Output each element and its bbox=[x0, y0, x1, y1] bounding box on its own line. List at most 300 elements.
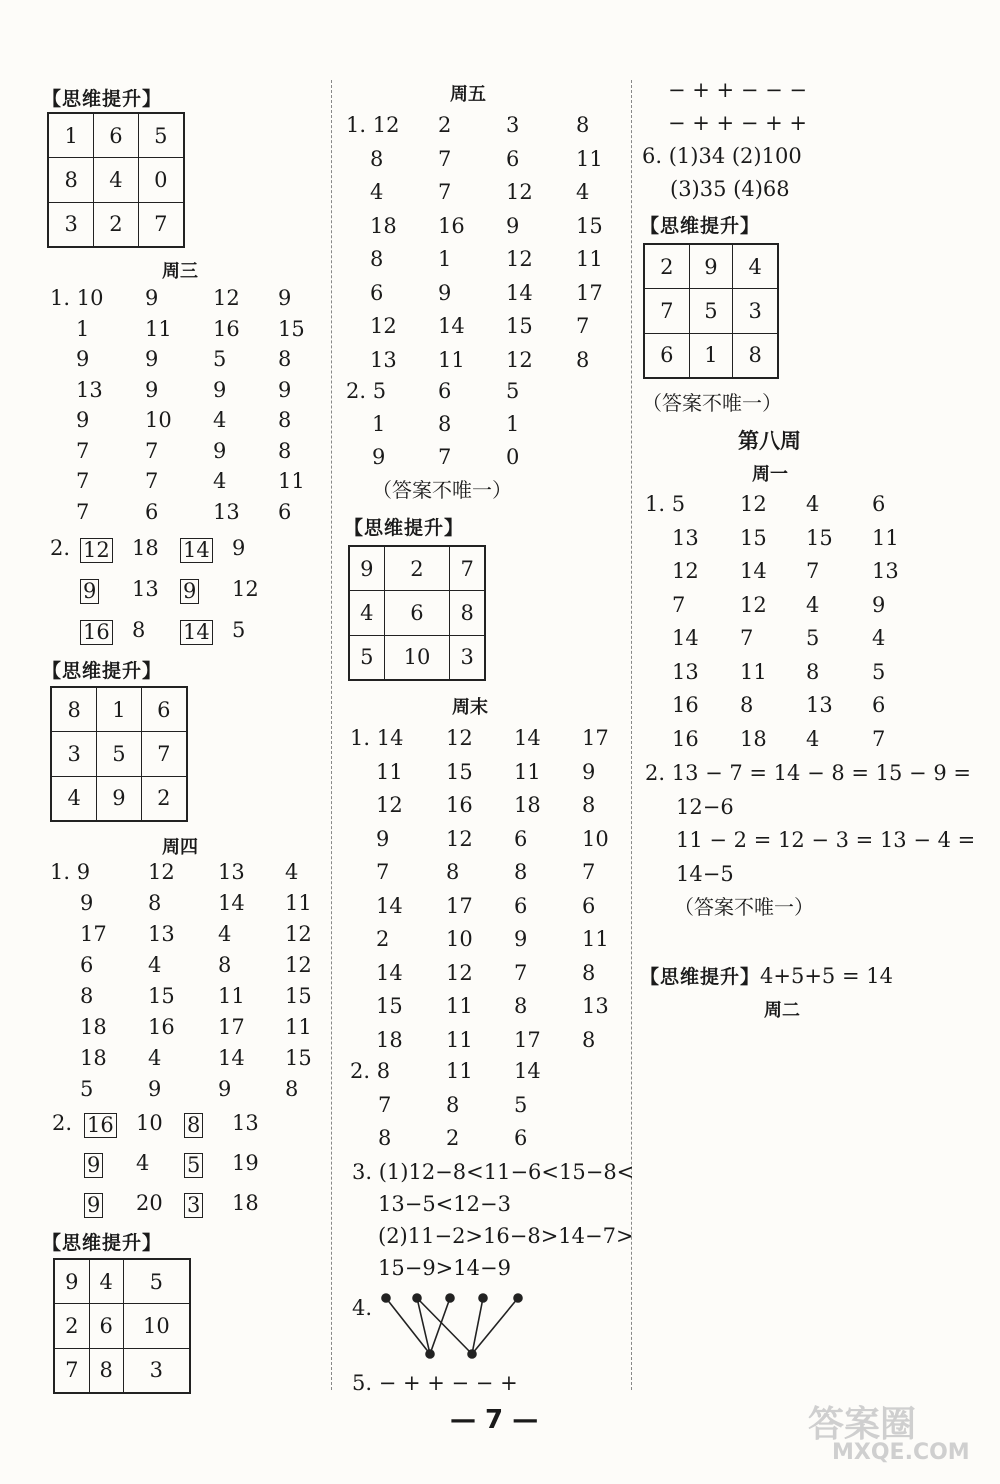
number-cell: 8 bbox=[218, 953, 232, 977]
number-cell: 12 bbox=[232, 577, 259, 601]
watermark-url: MXQE.COM bbox=[832, 1440, 970, 1465]
number-cell: 1 bbox=[506, 412, 520, 436]
text-line: 13−5<12−3 bbox=[378, 1192, 511, 1216]
number-cell: 11 bbox=[438, 347, 465, 372]
number-cell: 9 bbox=[145, 347, 159, 371]
number-cell: 14 bbox=[514, 1059, 541, 1083]
number-cell: 17 bbox=[514, 1027, 541, 1052]
number-cell: 7 bbox=[145, 469, 159, 493]
number-cell: 9 bbox=[232, 536, 246, 560]
magic-square-c bbox=[53, 1258, 191, 1394]
number-cell: 12 bbox=[506, 347, 533, 372]
boxed-answer: 16 bbox=[80, 620, 113, 645]
grid-cell: 5 bbox=[138, 113, 184, 158]
number-cell: 5 bbox=[213, 347, 227, 371]
number-cell: 14 bbox=[218, 891, 245, 915]
answer-not-unique-note: （答案不唯一） bbox=[642, 391, 782, 415]
number-cell: 4 bbox=[285, 860, 299, 884]
number-cell: 8 bbox=[446, 860, 460, 884]
number-cell: 20 bbox=[136, 1191, 163, 1215]
grid-cell: 3 bbox=[733, 289, 778, 333]
number-cell: 8 bbox=[806, 659, 820, 684]
grid-cell: 10 bbox=[384, 635, 450, 680]
number-cell: 13 bbox=[213, 499, 240, 524]
number-cell: 13 bbox=[672, 659, 699, 684]
grid-cell: 3 bbox=[450, 635, 485, 680]
number-cell: 8 bbox=[132, 618, 146, 642]
number-cell: 2. 8 bbox=[350, 1059, 391, 1083]
number-cell: 15 bbox=[806, 525, 833, 550]
grid-cell: 0 bbox=[138, 158, 184, 202]
number-cell: 8 bbox=[80, 984, 94, 1008]
boxed-answer: 14 bbox=[180, 538, 213, 563]
grid-cell: 9 bbox=[97, 776, 141, 821]
number-cell: 14 bbox=[438, 314, 465, 338]
number-cell: 7 bbox=[576, 314, 590, 338]
wm-q5-signs: 5. − + + − − + bbox=[352, 1371, 518, 1395]
grid-cell: 8 bbox=[48, 158, 94, 202]
number-cell: 2 bbox=[376, 927, 390, 951]
number-cell: 9 bbox=[506, 213, 520, 238]
grid-cell: 2 bbox=[384, 546, 450, 591]
grid-cell: 5 bbox=[123, 1259, 190, 1304]
watermark-logo: 答案圈 bbox=[808, 1404, 917, 1445]
grid-cell: 5 bbox=[97, 732, 141, 776]
number-cell: 4 bbox=[806, 592, 820, 617]
number-cell: 9 bbox=[376, 826, 390, 851]
number-cell: 13 bbox=[672, 525, 699, 550]
text-line: (2)11−2>16−8>14−7> bbox=[378, 1224, 634, 1248]
magic-square-b bbox=[50, 686, 188, 822]
grid-cell: 6 bbox=[141, 687, 187, 732]
week8-title: 第八周 bbox=[738, 429, 801, 453]
boxed-answer: 9 bbox=[80, 579, 99, 604]
number-cell: 2. bbox=[50, 536, 71, 560]
sign-row-2: − + + − + + bbox=[668, 111, 807, 135]
number-cell: 7 bbox=[145, 438, 159, 463]
number-cell: 4 bbox=[213, 408, 227, 432]
number-cell: 8 bbox=[582, 960, 596, 985]
number-cell: 8 bbox=[582, 793, 596, 817]
number-cell: 2. 5 bbox=[346, 379, 387, 403]
boxed-answer: 3 bbox=[184, 1193, 203, 1218]
number-cell: 4 bbox=[218, 922, 232, 946]
number-cell: 15 bbox=[576, 213, 603, 238]
number-cell: 11 bbox=[582, 927, 609, 951]
number-cell: 12 bbox=[285, 922, 312, 946]
number-cell: 1 bbox=[438, 247, 452, 271]
number-cell: 9 bbox=[872, 592, 886, 617]
number-cell: 2 bbox=[438, 113, 452, 137]
number-cell: 18 bbox=[740, 726, 767, 751]
number-cell: 18 bbox=[514, 793, 541, 817]
page-number: — 7 — bbox=[450, 1405, 539, 1435]
siwei-header: 【思维提升】 bbox=[42, 660, 163, 682]
number-cell: 17 bbox=[576, 280, 603, 305]
number-cell: 7 bbox=[872, 726, 886, 751]
grid-cell: 8 bbox=[733, 333, 778, 378]
number-cell: 9 bbox=[218, 1077, 232, 1101]
text-line: 3. (1)12−8<11−6<15−8< bbox=[352, 1160, 635, 1184]
column-divider-2 bbox=[631, 80, 632, 1390]
number-cell: 7 bbox=[514, 960, 528, 985]
number-cell: 17 bbox=[446, 893, 473, 918]
wm-q4-label: 4. bbox=[352, 1296, 373, 1320]
number-cell: 6 bbox=[370, 280, 384, 305]
number-cell: 4 bbox=[148, 1046, 162, 1070]
number-cell: 15 bbox=[446, 759, 473, 784]
number-cell: 12 bbox=[376, 793, 403, 817]
boxed-answer: 14 bbox=[180, 620, 213, 645]
number-cell: 2 bbox=[446, 1126, 460, 1150]
number-cell: 6 bbox=[514, 893, 528, 918]
grid-cell: 3 bbox=[48, 202, 94, 247]
number-cell: 11 bbox=[576, 247, 603, 271]
boxed-answer: 9 bbox=[180, 579, 199, 604]
grid-cell: 7 bbox=[138, 202, 184, 247]
number-cell: 12 bbox=[285, 953, 312, 977]
magic-square-d bbox=[348, 545, 486, 681]
number-cell: 12 bbox=[213, 286, 240, 310]
number-cell: 8 bbox=[278, 347, 292, 371]
number-cell: 7 bbox=[438, 445, 452, 469]
number-cell: 11 bbox=[278, 469, 305, 493]
boxed-answer: 12 bbox=[80, 538, 113, 563]
section-title-zhou1: 周一 bbox=[752, 464, 788, 485]
number-cell: 1. 10 bbox=[50, 286, 104, 310]
number-cell: 8 bbox=[576, 113, 590, 137]
grid-cell: 9 bbox=[689, 244, 733, 289]
number-cell: 14 bbox=[376, 960, 403, 985]
grid-cell: 10 bbox=[123, 1304, 190, 1348]
grid-cell: 7 bbox=[644, 289, 689, 333]
number-cell: 11 bbox=[446, 1027, 473, 1052]
boxed-answer: 8 bbox=[184, 1113, 203, 1138]
number-cell: 1. 9 bbox=[50, 860, 91, 884]
boxed-answer: 5 bbox=[184, 1153, 203, 1178]
number-cell: 9 bbox=[145, 377, 159, 402]
number-cell: 8 bbox=[278, 408, 292, 432]
number-cell: 5 bbox=[514, 1092, 528, 1117]
answer-not-unique-note: （答案不唯一） bbox=[674, 895, 814, 919]
number-cell: 7 bbox=[672, 592, 686, 617]
number-cell: 10 bbox=[145, 408, 172, 432]
number-cell: 14 bbox=[672, 626, 699, 650]
number-cell: 15 bbox=[506, 314, 533, 338]
number-cell: 18 bbox=[232, 1191, 259, 1215]
number-cell: 5 bbox=[506, 379, 520, 403]
grid-cell: 1 bbox=[48, 113, 94, 158]
number-cell: 10 bbox=[446, 927, 473, 951]
number-cell: 15 bbox=[740, 525, 767, 550]
number-cell: 7 bbox=[376, 860, 390, 884]
number-cell: 8 bbox=[370, 247, 384, 271]
number-cell: 14 bbox=[218, 1046, 245, 1070]
grid-cell: 2 bbox=[141, 776, 187, 821]
number-cell: 12 bbox=[446, 826, 473, 851]
number-cell: 16 bbox=[213, 316, 240, 341]
number-cell: 10 bbox=[582, 826, 609, 851]
number-cell: 11 bbox=[872, 525, 899, 550]
number-cell: 16 bbox=[672, 726, 699, 751]
answer-not-unique-note: （答案不唯一） bbox=[372, 478, 512, 502]
text-line: 14−5 bbox=[676, 861, 734, 886]
number-cell: 1. 14 bbox=[350, 726, 404, 750]
number-cell: 9 bbox=[278, 377, 292, 402]
number-cell: 4 bbox=[872, 626, 886, 650]
number-cell: 7 bbox=[76, 438, 90, 463]
grid-cell: 7 bbox=[54, 1348, 89, 1393]
grid-cell: 4 bbox=[94, 158, 138, 202]
number-cell: 9 bbox=[278, 286, 292, 310]
section-title-zhou5: 周五 bbox=[450, 84, 486, 105]
number-cell: 14 bbox=[514, 726, 541, 750]
number-cell: 6 bbox=[514, 826, 528, 851]
grid-cell: 6 bbox=[94, 113, 138, 158]
grid-cell: 5 bbox=[349, 635, 384, 680]
number-cell: 4 bbox=[370, 180, 384, 204]
number-cell: 16 bbox=[438, 213, 465, 238]
grid-cell: 7 bbox=[450, 546, 485, 591]
number-cell: 15 bbox=[278, 316, 305, 341]
number-cell: 18 bbox=[376, 1027, 403, 1052]
number-cell: 10 bbox=[136, 1111, 163, 1135]
number-cell: 6 bbox=[438, 379, 452, 403]
number-cell: 9 bbox=[76, 408, 90, 432]
number-cell: 14 bbox=[740, 559, 767, 583]
grid-cell: 5 bbox=[689, 289, 733, 333]
number-cell: 4 bbox=[806, 492, 820, 516]
number-cell: 15 bbox=[285, 1046, 312, 1070]
siwei-header: 【思维提升】 bbox=[42, 88, 163, 110]
number-cell: 11 bbox=[285, 891, 312, 915]
number-cell: 7 bbox=[76, 469, 90, 493]
number-cell: 1 bbox=[76, 316, 90, 341]
text-line: 12−6 bbox=[676, 794, 734, 819]
text-line: 15−9>14−9 bbox=[378, 1256, 511, 1280]
grid-cell: 8 bbox=[89, 1348, 123, 1393]
grid-cell: 2 bbox=[644, 244, 689, 289]
grid-cell: 4 bbox=[733, 244, 778, 289]
number-cell: 6 bbox=[872, 693, 886, 717]
number-cell: 7 bbox=[378, 1092, 392, 1117]
number-cell: 12 bbox=[506, 180, 533, 204]
number-cell: 17 bbox=[80, 922, 107, 946]
grid-cell: 9 bbox=[349, 546, 384, 591]
number-cell: 17 bbox=[582, 726, 609, 750]
magic-square-a bbox=[47, 112, 185, 248]
number-cell: 2. bbox=[52, 1111, 73, 1135]
number-cell: 16 bbox=[446, 793, 473, 817]
number-cell: 7 bbox=[740, 626, 754, 650]
siwei-header: 【思维提升】 bbox=[640, 215, 761, 237]
number-cell: 11 bbox=[218, 984, 245, 1008]
number-cell: 8 bbox=[446, 1092, 460, 1117]
boxed-answer: 9 bbox=[84, 1193, 103, 1218]
number-cell: 9 bbox=[514, 927, 528, 951]
grid-cell: 8 bbox=[51, 687, 97, 732]
boxed-answer: 9 bbox=[84, 1153, 103, 1178]
number-cell: 6 bbox=[278, 499, 292, 524]
number-cell: 5 bbox=[806, 626, 820, 650]
grid-cell: 6 bbox=[644, 333, 689, 378]
number-cell: 13 bbox=[872, 559, 899, 583]
grid-cell: 4 bbox=[89, 1259, 123, 1304]
number-cell: 11 bbox=[740, 659, 767, 684]
number-cell: 17 bbox=[218, 1015, 245, 1039]
number-cell: 13 bbox=[232, 1111, 259, 1135]
number-cell: 8 bbox=[514, 994, 528, 1018]
number-cell: 9 bbox=[80, 891, 94, 915]
number-cell: 4 bbox=[576, 180, 590, 204]
number-cell: 12 bbox=[672, 559, 699, 583]
grid-cell: 9 bbox=[54, 1259, 89, 1304]
number-cell: 7 bbox=[582, 860, 596, 884]
grid-cell: 1 bbox=[689, 333, 733, 378]
number-cell: 18 bbox=[80, 1015, 107, 1039]
number-cell: 4 bbox=[148, 953, 162, 977]
number-cell: 9 bbox=[76, 347, 90, 371]
number-cell: 13 bbox=[76, 377, 103, 402]
number-cell: 9 bbox=[213, 377, 227, 402]
siwei-header: 【思维提升】 bbox=[42, 1232, 163, 1254]
number-cell: 15 bbox=[376, 994, 403, 1018]
number-cell: 3 bbox=[506, 113, 520, 137]
number-cell: 8 bbox=[285, 1077, 299, 1101]
number-cell: 8 bbox=[576, 347, 590, 372]
number-cell: 9 bbox=[372, 445, 386, 469]
number-cell: 7 bbox=[806, 559, 820, 583]
grid-cell: 3 bbox=[123, 1348, 190, 1393]
number-cell: 5 bbox=[80, 1077, 94, 1101]
number-cell: 4 bbox=[213, 469, 227, 493]
number-cell: 11 bbox=[576, 146, 603, 171]
grid-cell: 2 bbox=[94, 202, 138, 247]
q6-line-a: 6. (1)34 (2)100 bbox=[642, 144, 802, 168]
magic-square-e bbox=[643, 243, 779, 379]
number-cell: 4 bbox=[136, 1151, 150, 1175]
number-cell: 6 bbox=[506, 146, 520, 171]
siwei-equation: 4+5+5 = 14 bbox=[760, 964, 893, 988]
grid-cell: 7 bbox=[141, 732, 187, 776]
grid-cell: 4 bbox=[349, 591, 384, 635]
number-cell: 12 bbox=[148, 860, 175, 884]
section-title-zhoumo: 周末 bbox=[452, 697, 488, 718]
number-cell: 8 bbox=[378, 1126, 392, 1150]
text-line: 11 − 2 = 12 − 3 = 13 − 4 = bbox=[676, 828, 976, 852]
number-cell: 9 bbox=[148, 1077, 162, 1101]
number-cell: 12 bbox=[446, 726, 473, 750]
number-cell: 15 bbox=[148, 984, 175, 1008]
number-cell: 13 bbox=[582, 994, 609, 1018]
sign-row-1: − + + − − − bbox=[668, 78, 807, 102]
number-cell: 12 bbox=[446, 960, 473, 985]
number-cell: 9 bbox=[438, 280, 452, 305]
number-cell: 13 bbox=[370, 347, 397, 372]
number-cell: 12 bbox=[740, 592, 767, 617]
number-cell: 14 bbox=[376, 893, 403, 918]
number-cell: 14 bbox=[506, 280, 533, 305]
number-cell: 11 bbox=[446, 1059, 473, 1083]
number-cell: 13 bbox=[148, 922, 175, 946]
number-cell: 1. 5 bbox=[645, 492, 686, 516]
number-cell: 7 bbox=[76, 499, 90, 524]
number-cell: 11 bbox=[446, 994, 473, 1018]
number-cell: 13 bbox=[806, 693, 833, 717]
number-cell: 9 bbox=[145, 286, 159, 310]
number-cell: 9 bbox=[582, 759, 596, 784]
text-line: 2. 13 − 7 = 14 − 8 = 15 − 9 = bbox=[645, 761, 971, 785]
number-cell: 12 bbox=[370, 314, 397, 338]
number-cell: 6 bbox=[582, 893, 596, 918]
number-cell: 8 bbox=[148, 891, 162, 915]
number-cell: 18 bbox=[370, 213, 397, 238]
number-cell: 6 bbox=[872, 492, 886, 516]
number-cell: 13 bbox=[218, 860, 245, 884]
grid-cell: 8 bbox=[450, 591, 485, 635]
number-cell: 5 bbox=[232, 618, 246, 642]
number-cell: 11 bbox=[145, 316, 172, 341]
section-title-zhou3: 周三 bbox=[162, 261, 198, 282]
number-cell: 13 bbox=[132, 577, 159, 601]
number-cell: 16 bbox=[148, 1015, 175, 1039]
number-cell: 16 bbox=[672, 693, 699, 717]
number-cell: 6 bbox=[145, 499, 159, 524]
section-title-zhou2: 周二 bbox=[764, 1000, 800, 1021]
number-cell: 18 bbox=[80, 1046, 107, 1070]
q6-line-b: (3)35 (4)68 bbox=[670, 177, 790, 201]
number-cell: 12 bbox=[506, 247, 533, 271]
section-title-zhou4: 周四 bbox=[162, 837, 198, 858]
number-cell: 8 bbox=[438, 412, 452, 436]
number-cell: 8 bbox=[514, 860, 528, 884]
siwei-header: 【思维提升】 bbox=[640, 966, 761, 988]
number-cell: 11 bbox=[376, 759, 403, 784]
number-cell: 8 bbox=[740, 693, 754, 717]
column-divider-1 bbox=[331, 80, 332, 1390]
grid-cell: 1 bbox=[97, 687, 141, 732]
siwei-equation-line bbox=[640, 962, 893, 989]
number-cell: 11 bbox=[514, 759, 541, 784]
number-cell: 18 bbox=[132, 536, 159, 560]
number-cell: 5 bbox=[872, 659, 886, 684]
boxed-answer: 16 bbox=[84, 1113, 117, 1138]
number-cell: 1. 12 bbox=[346, 113, 400, 137]
number-cell: 6 bbox=[80, 953, 94, 977]
grid-cell: 4 bbox=[51, 776, 97, 821]
number-cell: 11 bbox=[285, 1015, 312, 1039]
number-cell: 19 bbox=[232, 1151, 259, 1175]
number-cell: 9 bbox=[213, 438, 227, 463]
number-cell: 8 bbox=[582, 1027, 596, 1052]
number-cell: 12 bbox=[740, 492, 767, 516]
number-cell: 8 bbox=[278, 438, 292, 463]
number-cell: 6 bbox=[514, 1126, 528, 1150]
number-cell: 7 bbox=[438, 146, 452, 171]
matching-diagram bbox=[368, 1288, 538, 1368]
number-cell: 15 bbox=[285, 984, 312, 1008]
number-cell: 7 bbox=[438, 180, 452, 204]
number-cell: 1 bbox=[372, 412, 386, 436]
grid-cell: 6 bbox=[89, 1304, 123, 1348]
grid-cell: 6 bbox=[384, 591, 450, 635]
number-cell: 4 bbox=[806, 726, 820, 751]
siwei-header: 【思维提升】 bbox=[344, 517, 465, 539]
number-cell: 0 bbox=[506, 445, 520, 469]
grid-cell: 2 bbox=[54, 1304, 89, 1348]
grid-cell: 3 bbox=[51, 732, 97, 776]
number-cell: 8 bbox=[370, 146, 384, 171]
